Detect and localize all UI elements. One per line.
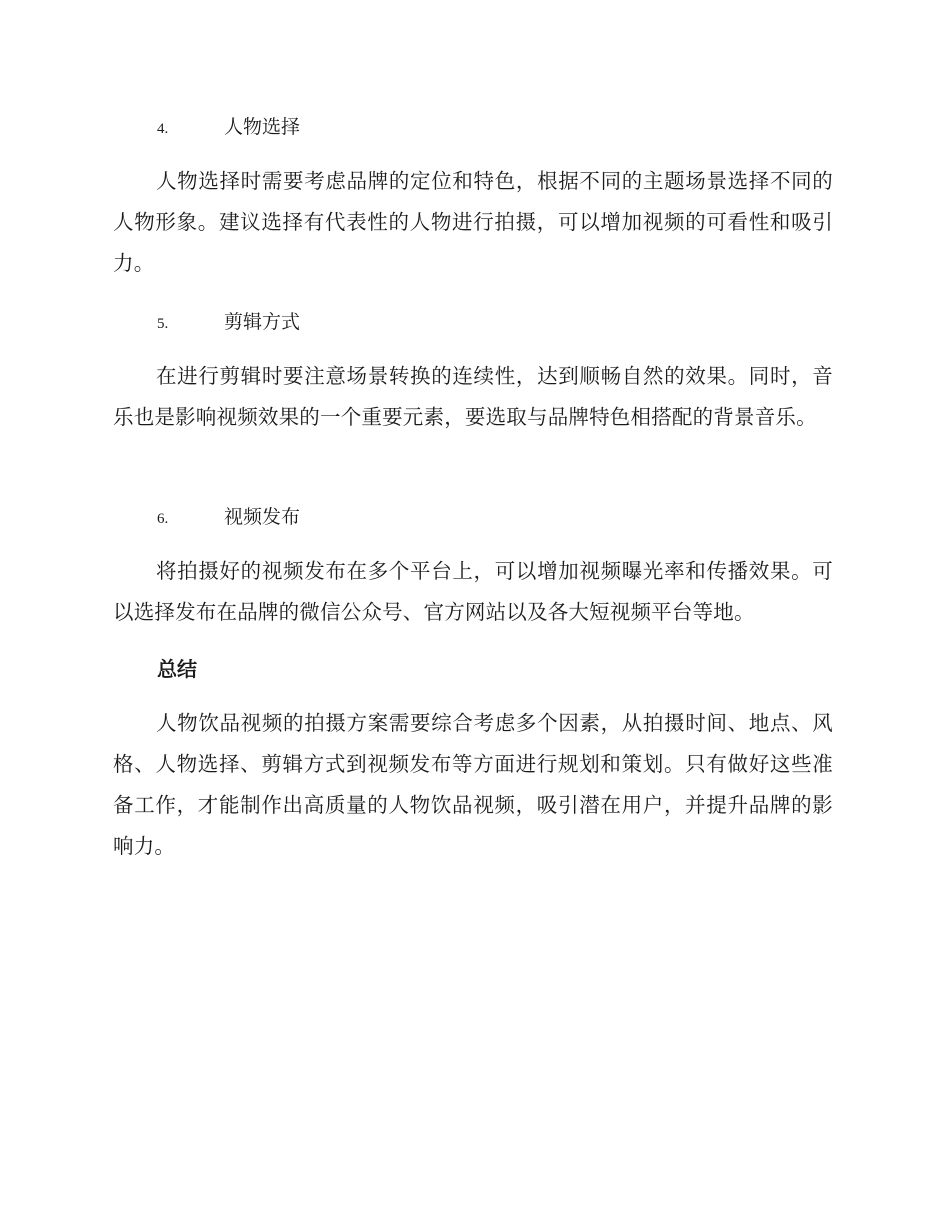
section-paragraph-6: 将拍摄好的视频发布在多个平台上，可以增加视频曝光率和传播效果。可以选择发布在品牌的微信公众号、官方网站以及各大短视频平台等地。 <box>113 559 833 624</box>
section-number: 4. <box>157 121 169 137</box>
section-title: 视频发布 <box>224 506 301 528</box>
section-heading-5 <box>157 310 300 336</box>
summary-heading: 总结 <box>157 657 197 681</box>
section-number: 5. <box>157 316 169 332</box>
section-heading-4 <box>157 115 300 141</box>
section-title: 人物选择 <box>224 116 301 138</box>
section-paragraph-4: 人物选择时需要考虑品牌的定位和特色，根据不同的主题场景选择不同的人物形象。建议选择有代表性的人物进行拍摄，可以增加视频的可看性和吸引力。 <box>113 169 833 275</box>
section-paragraph-5: 在进行剪辑时要注意场景转换的连续性，达到顺畅自然的效果。同时，音乐也是影响视频效果的一个重要元素，要选取与品牌特色相搭配的背景音乐。 <box>113 364 833 429</box>
section-number: 6. <box>157 511 169 527</box>
section-heading-6 <box>157 505 300 531</box>
section-title: 剪辑方式 <box>224 311 301 333</box>
summary-paragraph: 人物饮品视频的拍摄方案需要综合考虑多个因素，从拍摄时间、地点、风格、人物选择、剪辑方式到视频发布等方面进行规划和策划。只有做好这些准备工作，才能制作出高质量的人物饮品视频，吸引潜在用户，并提升品牌的影响力。 <box>113 711 833 858</box>
